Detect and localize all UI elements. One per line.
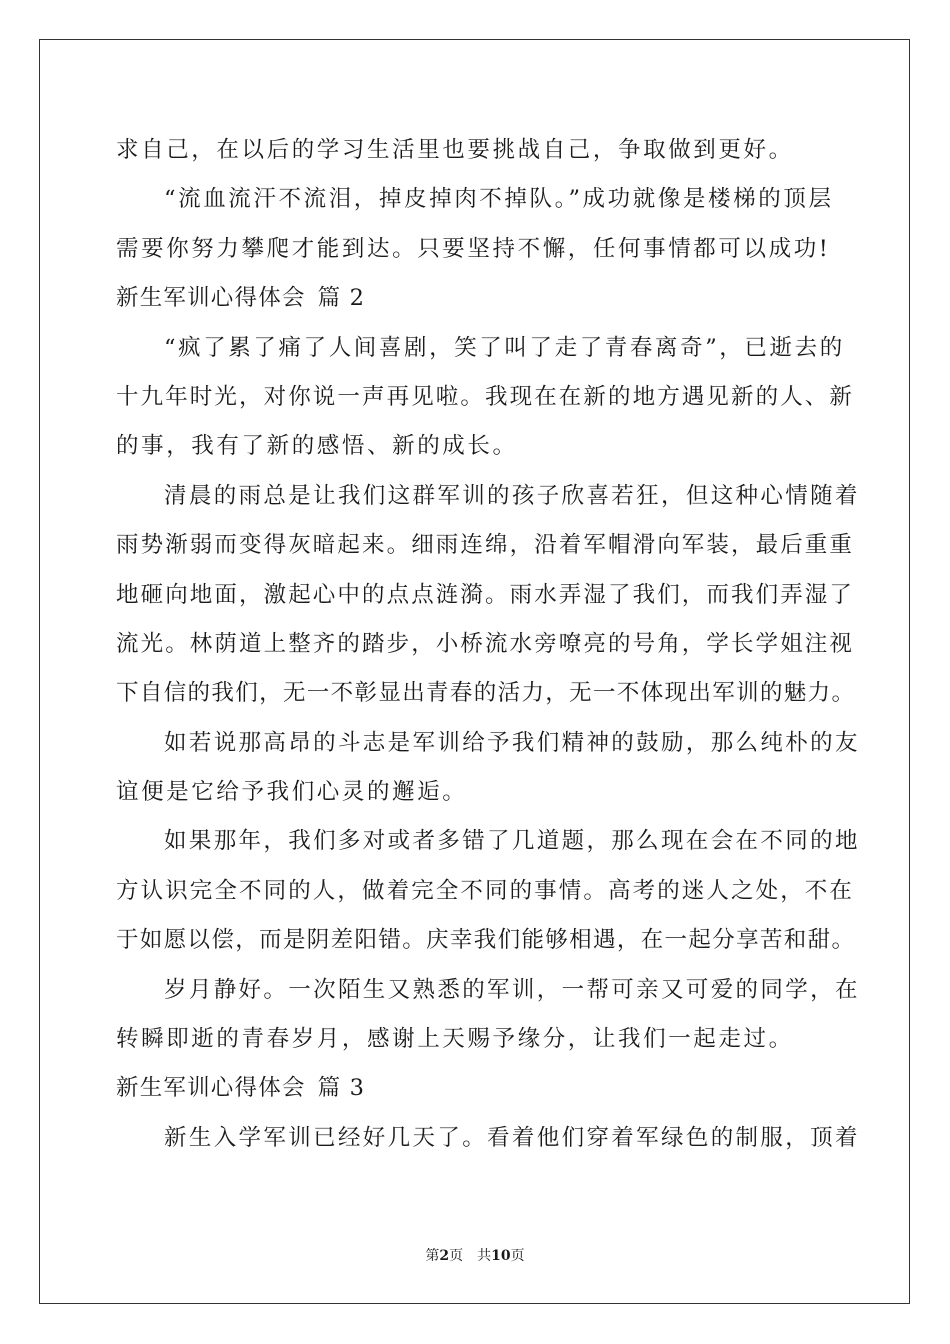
section-heading-title: 新生军训心得体会 [116,1075,306,1102]
footer-total-pages: 10 [491,1248,511,1264]
text-line: 转瞬即逝的青春岁月，感谢上天赐予缘分，让我们一起走过。 [116,1026,794,1053]
section-heading [116,1064,856,1113]
footer-page-number: 2 [439,1248,450,1264]
footer-page-prefix: 第 [425,1248,440,1264]
text-line: 方认识完全不同的人，做着完全不同的事情。高考的迷人之处，不在 [116,877,855,904]
text-line: “疯了累了痛了人间喜剧，笑了叫了走了青春离奇”，已逝去的 [164,334,845,361]
section-heading [116,274,856,323]
text-line: 谊便是它给予我们心灵的邂逅。 [116,779,468,806]
text-line: 流光。林荫道上整齐的踏步，小桥流水旁嘹亮的号角，学长学姐注视 [116,630,855,657]
text-line: “流血流汗不流泪，掉皮掉肉不掉队。”成功就像是楼梯的顶层 [164,186,834,213]
text-line: 的事，我有了新的感悟、新的成长。 [116,433,518,460]
text-line: 十九年时光，对你说一声再见啦。我现在在新的地方遇见新的人、新 [116,383,855,410]
text-line: 需要你努力攀爬才能到达。只要坚持不懈，任何事情都可以成功! [116,235,831,262]
text-line: 清晨的雨总是让我们这群军训的孩子欣喜若狂，但这种心情随着 [164,482,860,509]
footer-total-suffix: 页 [510,1248,525,1264]
section-heading-number: 篇 2 [317,285,366,312]
document-body [116,126,860,1163]
text-line: 下自信的我们，无一不彰显出青春的活力，无一不体现出军训的魅力。 [116,680,856,707]
section-heading-number: 篇 3 [317,1075,366,1102]
text-line: 于如愿以偿，而是阴差阳错。庆幸我们能够相遇，在一起分享苦和甜。 [116,927,856,954]
text-line: 如果那年，我们多对或者多错了几道题，那么现在会在不同的地 [164,828,860,855]
section-heading-title: 新生军训心得体会 [116,285,306,312]
footer-total-prefix: 共 [477,1248,492,1264]
text-line: 地砸向地面，激起心中的点点涟漪。雨水弄湿了我们，而我们弄湿了 [116,581,855,608]
footer-page-suffix: 页 [449,1248,464,1264]
text-line: 如若说那高昂的斗志是军训给予我们精神的鼓励，那么纯朴的友 [164,729,860,756]
text-line: 岁月静好。一次陌生又熟悉的军训，一帮可亲又可爱的同学，在 [164,976,860,1003]
page-footer [0,1246,950,1266]
text-line: 新生入学军训已经好几天了。看着他们穿着军绿色的制服，顶着 [164,1124,860,1151]
text-line: 求自己，在以后的学习生活里也要挑战自己，争取做到更好。 [116,137,794,163]
text-line: 雨势渐弱而变得灰暗起来。细雨连绵，沿着军帽滑向军装，最后重重 [116,532,855,559]
